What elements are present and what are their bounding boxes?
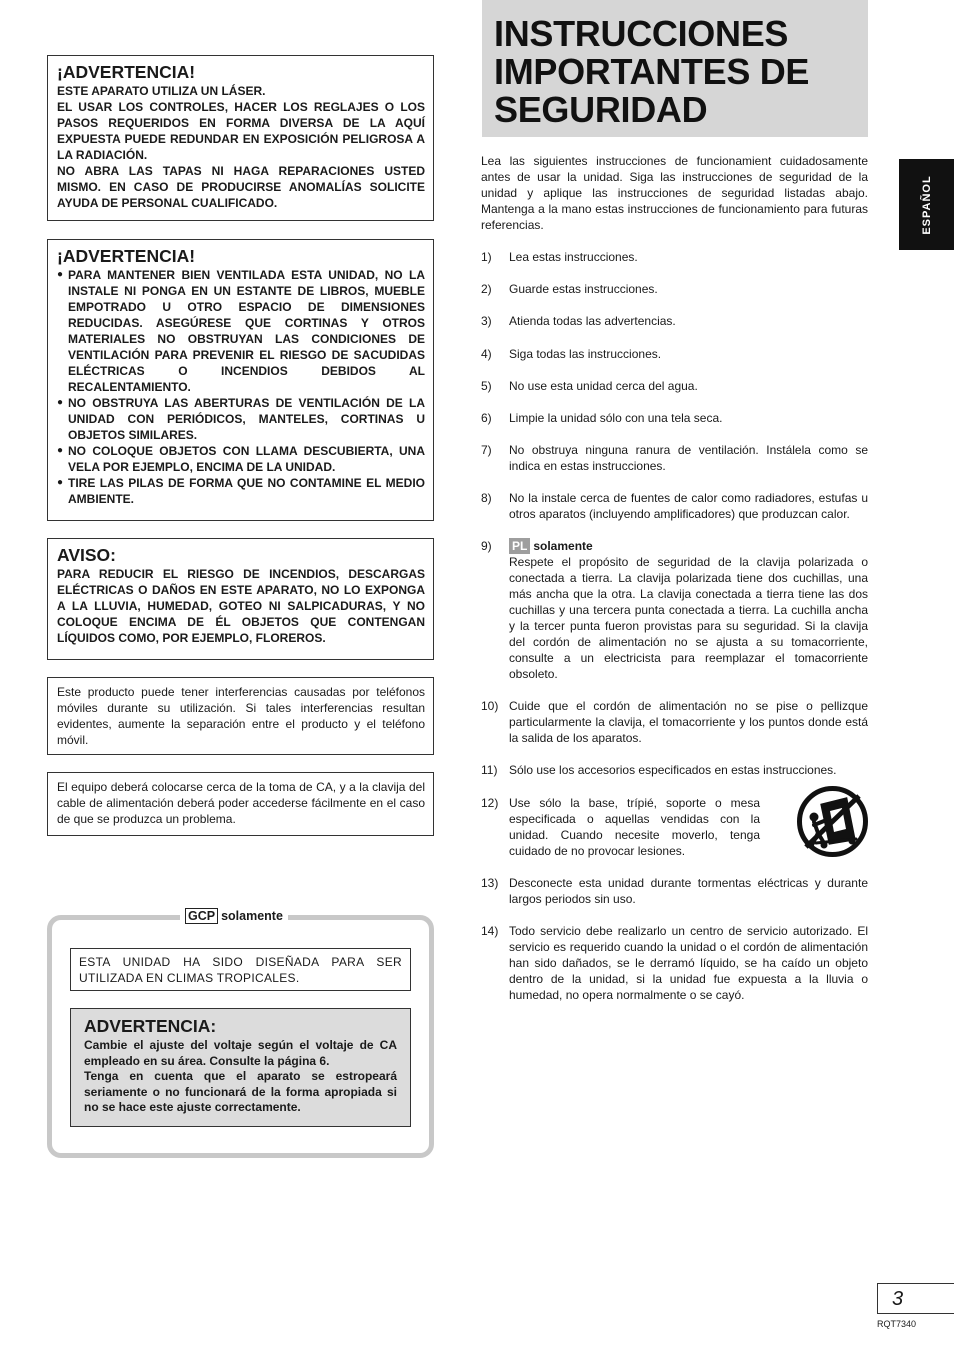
bullet-icon: ●	[57, 477, 64, 488]
instruction-item: 4) Siga todas las instrucciones.	[481, 347, 662, 361]
warning-bullet-item: ● NO COLOQUE OBJETOS CON LLAMA DESCUBIERTA, UNA VELA POR EJEMPLO, ENCIMA DE LA UNIDAD.	[57, 444, 425, 474]
aviso-text: PARA REDUCIR EL RIESGO DE INCENDIOS, DESCARGAS ELÉCTRICAS O DAÑOS EN ESTE APARATO, NO LO EXPONGA A LA LLUVIA, HUMEDAD, GOTEO NI SALPICADURAS, Y NO COLOQUE ENCIMA DE ÉL OBJETOS QUE CONTENGAN LÍQUIDOS COMO, POR EJEMPLO, FLOREROS.	[57, 567, 425, 645]
laser-warning-title: ¡ADVERTENCIA!	[57, 62, 196, 82]
page-title: INSTRUCCIONES IMPORTANTES DE SEGURIDAD	[494, 13, 810, 130]
gcp-section-label	[180, 907, 288, 925]
page-number: 3	[892, 1288, 904, 1310]
tropical-climate-note: ESTA UNIDAD HA SIDO DISEÑADA PARA SER UTILIZADA EN CLIMAS TROPICALES.	[70, 948, 411, 991]
voltage-warning-title: ADVERTENCIA:	[84, 1016, 217, 1036]
gcp-label-text: solamente	[221, 909, 283, 923]
language-tab-label: ESPAÑOL	[920, 174, 933, 235]
ventilation-warning-box	[47, 239, 434, 521]
page-number-box	[877, 1283, 954, 1314]
document-code: RQT7340	[877, 1319, 917, 1329]
warning-bullet-item: ● NO OBSTRUYA LAS ABERTURAS DE VENTILACIÓN DE LA UNIDAD CON PERIÓDICOS, MANTELES, CORTINAS U OBJETOS SIMILARES.	[57, 396, 425, 442]
laser-warning-box	[47, 55, 434, 221]
gcp-tag: GCP	[185, 908, 218, 924]
instruction-item: 5) No use esta unidad cerca del agua.	[481, 379, 698, 393]
laser-warning-line: EL USAR LOS CONTROLES, HACER LOS REGLAJES O LOS PASOS REQUERIDOS EN FORMA DIVERSA DE LA AQUÍ EXPUESTA PUEDE REDUNDAR EN EXPOSICIÓN PELIGROSA A LA RADIACIÓN.	[57, 100, 425, 162]
instruction-item: 12) Use sólo la base, trípié, soporte o mesa especificada o aquellas vendidas con la unidad. Cuando necesite moverlo, tenga cuidado de no provocar lesiones.	[481, 796, 760, 858]
ventilation-warning-title: ¡ADVERTENCIA!	[57, 246, 196, 266]
aviso-title: AVISO:	[57, 545, 116, 565]
laser-warning-line: ESTE APARATO UTILIZA UN LÁSER.	[57, 84, 266, 98]
instruction-item: 14) Todo servicio debe realizarlo un centro de servicio autorizado. El servicio es requerido cuando la unidad o el cordón de alimentación han sido dañados, se le derramó líquido, se ha caído un objeto dentro de la unidad, si la unidad fue expuesta a la lluvia o humedad, no opera normalmente o se cayó.	[481, 924, 868, 1002]
instruction-item: 8) No la instale cerca de fuentes de calor como radiadores, estufas u otros aparatos (incluyendo amplificadores) que produzcan calor.	[481, 491, 868, 521]
instruction-item: 2) Guarde estas instrucciones.	[481, 282, 658, 296]
warning-bullet-item: ● TIRE LAS PILAS DE FORMA QUE NO CONTAMINE EL MEDIO AMBIENTE.	[57, 476, 425, 506]
page-title-block	[482, 0, 868, 137]
instruction-item: 7) No obstruya ninguna ranura de ventilación. Instálela como se indica en estas instrucciones.	[481, 443, 868, 473]
intro-paragraph: Lea las siguientes instrucciones de funcionamient cuidadosamente antes de usar la unidad. Siga las instrucciones de seguridad de la unidad y aplique las instrucciones de seguridad listadas abajo. Mantenga a la mano estas instrucciones de funcionamiento para futuras referencias.	[481, 154, 868, 232]
instruction-item: 6) Limpie la unidad sólo con una tela seca.	[481, 411, 723, 425]
voltage-warning-line: Tenga en cuenta que el aparato se estropeará seriamente o no funcionará de la forma apropiada si no se hace este ajuste correctamente.	[84, 1069, 397, 1114]
bullet-icon: ●	[57, 397, 64, 408]
outlet-note-box	[47, 772, 434, 836]
pl-tag-label: solamente	[533, 539, 593, 553]
language-tab	[899, 159, 954, 250]
ventilation-warning-list	[57, 267, 425, 507]
interference-note: Este producto puede tener interferencias causadas por teléfonos móviles durante su utilización. Si tales interferencias resultan evidentes, aumente la separación entre el producto y el teléfono móvil.	[57, 685, 425, 747]
instruction-item: 3) Atienda todas las advertencias.	[481, 314, 676, 328]
instruction-item: 10) Cuide que el cordón de alimentación no se pise o pellizque particularmente la clavija, el tomacorriente y los puntos donde está la salida de los aparatos.	[481, 699, 868, 745]
cart-tipover-warning-icon	[796, 785, 869, 858]
instruction-item: 9) PL solamente Respete el propósito de seguridad de la clavija polarizada o conectada a tierra. La clavija polarizada tiene dos cuchillas, una más ancha que la otra. La clavija conectada a tierra tiene las dos cuchillas y una tercera punta conectada a tierra. La cuchilla ancha y la tercer punta fueron provistas para su seguridad. Si la clavija del cordón de alimentación no se ajusta a su tomacorriente, consulte a un electricista para reemplazar el tomacorriente obsoleto.	[481, 539, 868, 681]
bullet-icon: ●	[57, 445, 64, 456]
warning-bullet-item: ● PARA MANTENER BIEN VENTILADA ESTA UNIDAD, NO LA INSTALE NI PONGA EN UN ESTANTE DE LIBROS, MUEBLE EMPOTRADO U OTRO ESPACIO DE DIMENSIONES REDUCIDAS. ASEGÚRESE QUE CORTINAS Y OTROS MATERIALES NO OBSTRUYAN LAS CONDICIONES DE VENTILACIÓN PARA PREVENIR EL RIESGO DE SACUDIDAS ELÉCTRICAS O INCENDIOS DEBIDOS AL RECALENTAMIENTO.	[57, 268, 425, 394]
laser-warning-line: NO ABRA LAS TAPAS NI HAGA REPARACIONES USTED MISMO. EN CASO DE PRODUCIRSE ANOMALÍAS SOLICITE AYUDA DE PERSONAL CUALIFICADO.	[57, 164, 425, 210]
instruction-item: 13) Desconecte esta unidad durante tormentas eléctricas y durante largos periodos sin uso.	[481, 876, 868, 906]
instruction-item: 1) Lea estas instrucciones.	[481, 250, 638, 264]
instruction-item: 11) Sólo use los accesorios especificados en estas instrucciones.	[481, 763, 837, 777]
outlet-note: El equipo deberá colocarse cerca de la toma de CA, y a la clavija del cable de alimentación deberá poder accederse fácilmente en el caso de que se produzca un problema.	[57, 780, 425, 826]
pl-tag: PL	[509, 538, 530, 554]
aviso-box	[47, 538, 434, 660]
voltage-warning-line: Cambie el ajuste del voltaje según el voltaje de CA empleado en su área. Consulte la página 6.	[84, 1038, 397, 1068]
interference-note-box	[47, 677, 434, 755]
bullet-icon: ●	[57, 269, 64, 280]
voltage-warning-box	[70, 1008, 411, 1127]
